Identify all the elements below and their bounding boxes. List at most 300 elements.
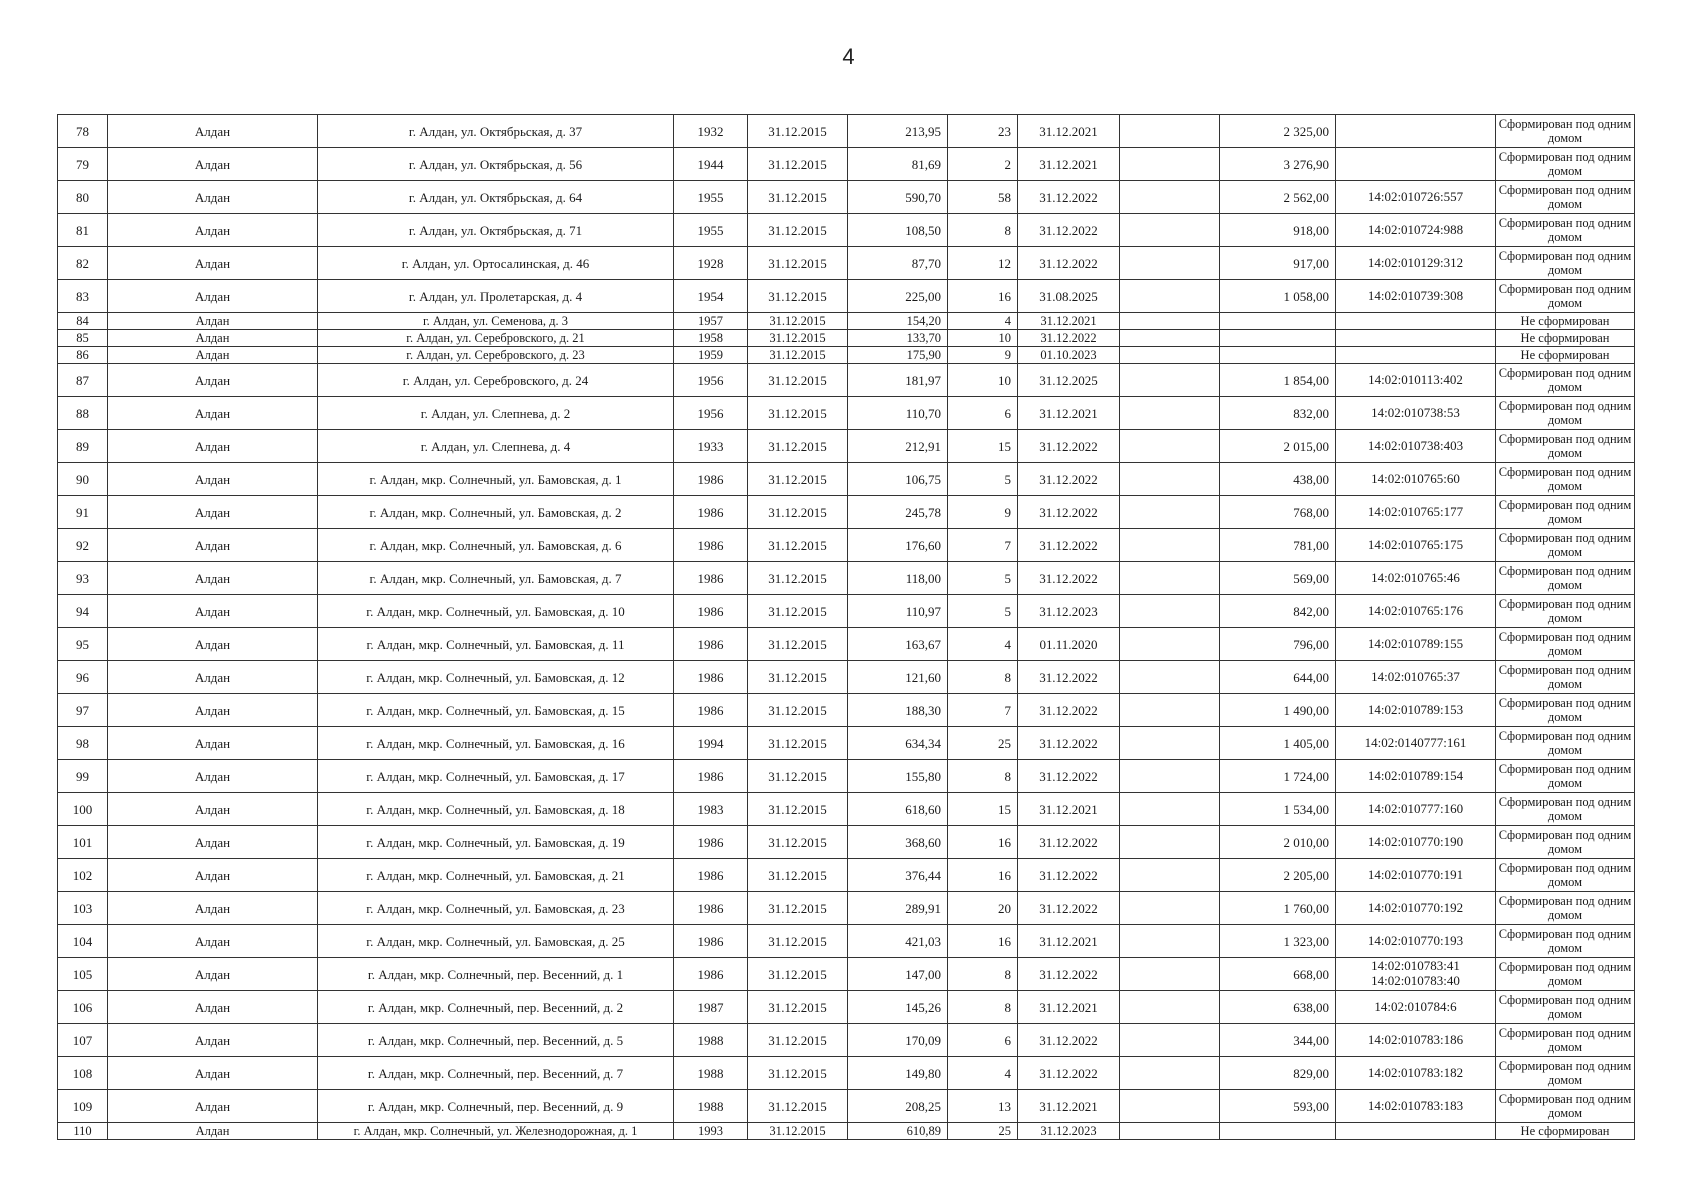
cell-settlement: Алдан — [108, 1057, 318, 1090]
cell-year-built: 1986 — [674, 628, 748, 661]
cell-address: г. Алдан, мкр. Солнечный, ул. Бамовская, д. 25 — [318, 925, 674, 958]
cell-residents: 4 — [948, 628, 1018, 661]
cell-settlement: Алдан — [108, 247, 318, 280]
cell-area: 213,95 — [848, 115, 948, 148]
cell-resettlement-date: 31.12.2022 — [1018, 727, 1120, 760]
cell-cadastral-number: 14:02:010765:175 — [1336, 529, 1496, 562]
cell-resettlement-date: 31.12.2022 — [1018, 430, 1120, 463]
cell-empty — [1120, 826, 1220, 859]
cell-resettlement-date: 31.12.2022 — [1018, 694, 1120, 727]
cell-address: г. Алдан, мкр. Солнечный, ул. Бамовская, д. 1 — [318, 463, 674, 496]
cell-cadastral-number — [1336, 313, 1496, 330]
cell-empty — [1120, 214, 1220, 247]
cell-area: 163,67 — [848, 628, 948, 661]
cell-land-status: Сформирован под одним домом — [1496, 1090, 1635, 1123]
cell-year-built: 1988 — [674, 1090, 748, 1123]
cell-land-area: 2 015,00 — [1220, 430, 1336, 463]
cell-land-status: Сформирован под одним домом — [1496, 529, 1635, 562]
cell-land-area: 438,00 — [1220, 463, 1336, 496]
cell-land-status: Сформирован под одним домом — [1496, 991, 1635, 1024]
cell-recognition-date: 31.12.2015 — [748, 347, 848, 364]
cell-resettlement-date: 31.12.2021 — [1018, 1090, 1120, 1123]
cell-recognition-date: 31.12.2015 — [748, 330, 848, 347]
cell-land-area: 1 405,00 — [1220, 727, 1336, 760]
cell-residents: 15 — [948, 793, 1018, 826]
cell-address: г. Алдан, мкр. Солнечный, ул. Бамовская, д. 17 — [318, 760, 674, 793]
cell-year-built: 1986 — [674, 826, 748, 859]
cell-cadastral-number: 14:02:010784:6 — [1336, 991, 1496, 1024]
cell-settlement: Алдан — [108, 892, 318, 925]
cell-settlement: Алдан — [108, 760, 318, 793]
cell-land-area: 1 323,00 — [1220, 925, 1336, 958]
cell-year-built: 1928 — [674, 247, 748, 280]
cell-area: 110,97 — [848, 595, 948, 628]
cell-area: 118,00 — [848, 562, 948, 595]
cell-year-built: 1986 — [674, 892, 748, 925]
cell-cadastral-number: 14:02:0140777:161 — [1336, 727, 1496, 760]
cell-resettlement-date: 31.12.2023 — [1018, 1123, 1120, 1140]
cell-settlement: Алдан — [108, 364, 318, 397]
cell-empty — [1120, 463, 1220, 496]
table-row — [58, 364, 1635, 397]
cell-land-status: Сформирован под одним домом — [1496, 247, 1635, 280]
table-row — [58, 1057, 1635, 1090]
table-row — [58, 1090, 1635, 1123]
cell-area: 147,00 — [848, 958, 948, 991]
table-row — [58, 115, 1635, 148]
table-row — [58, 313, 1635, 330]
cell-row-number: 106 — [58, 991, 108, 1024]
cell-recognition-date: 31.12.2015 — [748, 1090, 848, 1123]
cell-recognition-date: 31.12.2015 — [748, 925, 848, 958]
cell-resettlement-date: 31.12.2022 — [1018, 214, 1120, 247]
cell-recognition-date: 31.12.2015 — [748, 694, 848, 727]
cell-resettlement-date: 01.11.2020 — [1018, 628, 1120, 661]
cell-year-built: 1955 — [674, 181, 748, 214]
cell-land-area: 1 058,00 — [1220, 280, 1336, 313]
cell-land-area: 344,00 — [1220, 1024, 1336, 1057]
cell-land-area — [1220, 1123, 1336, 1140]
cell-row-number: 103 — [58, 892, 108, 925]
cell-settlement: Алдан — [108, 1123, 318, 1140]
cell-land-area: 829,00 — [1220, 1057, 1336, 1090]
cell-address: г. Алдан, мкр. Солнечный, ул. Бамовская, д. 16 — [318, 727, 674, 760]
cell-resettlement-date: 31.12.2021 — [1018, 148, 1120, 181]
cell-land-status: Сформирован под одним домом — [1496, 430, 1635, 463]
cell-area: 634,34 — [848, 727, 948, 760]
cell-year-built: 1954 — [674, 280, 748, 313]
cell-cadastral-number — [1336, 115, 1496, 148]
cell-cadastral-number: 14:02:010765:176 — [1336, 595, 1496, 628]
cell-row-number: 84 — [58, 313, 108, 330]
cell-cadastral-number: 14:02:010789:154 — [1336, 760, 1496, 793]
cell-year-built: 1986 — [674, 859, 748, 892]
cell-settlement: Алдан — [108, 562, 318, 595]
cell-empty — [1120, 628, 1220, 661]
cell-row-number: 108 — [58, 1057, 108, 1090]
cell-year-built: 1944 — [674, 148, 748, 181]
table-row — [58, 247, 1635, 280]
cell-residents: 7 — [948, 694, 1018, 727]
cell-year-built: 1959 — [674, 347, 748, 364]
cell-row-number: 96 — [58, 661, 108, 694]
cell-residents: 10 — [948, 330, 1018, 347]
cell-area: 175,90 — [848, 347, 948, 364]
cell-area: 87,70 — [848, 247, 948, 280]
cell-area: 421,03 — [848, 925, 948, 958]
table-row — [58, 1123, 1635, 1140]
cell-year-built: 1986 — [674, 496, 748, 529]
cell-land-status: Сформирован под одним домом — [1496, 892, 1635, 925]
cell-cadastral-number: 14:02:010770:190 — [1336, 826, 1496, 859]
table-row — [58, 529, 1635, 562]
table-row — [58, 760, 1635, 793]
cell-residents: 25 — [948, 727, 1018, 760]
cell-empty — [1120, 562, 1220, 595]
table-body — [58, 115, 1635, 1140]
cell-recognition-date: 31.12.2015 — [748, 1024, 848, 1057]
cell-land-status: Сформирован под одним домом — [1496, 793, 1635, 826]
cell-row-number: 92 — [58, 529, 108, 562]
cell-recognition-date: 31.12.2015 — [748, 463, 848, 496]
cell-land-area: 2 010,00 — [1220, 826, 1336, 859]
cell-address: г. Алдан, мкр. Солнечный, ул. Бамовская, д. 6 — [318, 529, 674, 562]
cell-area: 208,25 — [848, 1090, 948, 1123]
cell-area: 154,20 — [848, 313, 948, 330]
cell-land-status: Сформирован под одним домом — [1496, 397, 1635, 430]
cell-resettlement-date: 31.12.2022 — [1018, 529, 1120, 562]
cell-cadastral-number: 14:02:010738:53 — [1336, 397, 1496, 430]
cell-year-built: 1955 — [674, 214, 748, 247]
cell-row-number: 107 — [58, 1024, 108, 1057]
cell-area: 212,91 — [848, 430, 948, 463]
cell-address: г. Алдан, мкр. Солнечный, ул. Бамовская, д. 21 — [318, 859, 674, 892]
cell-settlement: Алдан — [108, 661, 318, 694]
cell-residents: 9 — [948, 496, 1018, 529]
cell-recognition-date: 31.12.2015 — [748, 430, 848, 463]
cell-settlement: Алдан — [108, 148, 318, 181]
cell-land-status: Сформирован под одним домом — [1496, 148, 1635, 181]
cell-area: 245,78 — [848, 496, 948, 529]
cell-resettlement-date: 31.12.2022 — [1018, 760, 1120, 793]
cell-cadastral-number: 14:02:010765:60 — [1336, 463, 1496, 496]
cell-address: г. Алдан, мкр. Солнечный, пер. Весенний, д. 5 — [318, 1024, 674, 1057]
cell-area: 133,70 — [848, 330, 948, 347]
page-number: 4 — [842, 44, 855, 69]
cell-recognition-date: 31.12.2015 — [748, 214, 848, 247]
cell-residents: 8 — [948, 991, 1018, 1024]
cell-land-status: Сформирован под одним домом — [1496, 364, 1635, 397]
cell-row-number: 78 — [58, 115, 108, 148]
cell-resettlement-date: 31.12.2021 — [1018, 115, 1120, 148]
cell-empty — [1120, 760, 1220, 793]
table-row — [58, 280, 1635, 313]
cell-year-built: 1986 — [674, 463, 748, 496]
cell-empty — [1120, 1090, 1220, 1123]
cell-residents: 8 — [948, 661, 1018, 694]
cell-resettlement-date: 31.12.2021 — [1018, 925, 1120, 958]
cell-empty — [1120, 991, 1220, 1024]
cell-cadastral-number: 14:02:010770:193 — [1336, 925, 1496, 958]
cell-settlement: Алдан — [108, 181, 318, 214]
cell-recognition-date: 31.12.2015 — [748, 1123, 848, 1140]
cell-row-number: 89 — [58, 430, 108, 463]
cell-land-status: Сформирован под одним домом — [1496, 958, 1635, 991]
cell-land-status: Сформирован под одним домом — [1496, 463, 1635, 496]
cell-residents: 10 — [948, 364, 1018, 397]
cell-residents: 8 — [948, 214, 1018, 247]
cell-residents: 6 — [948, 397, 1018, 430]
cell-address: г. Алдан, ул. Серебровского, д. 24 — [318, 364, 674, 397]
table-row — [58, 826, 1635, 859]
cell-area: 145,26 — [848, 991, 948, 1024]
table-row — [58, 925, 1635, 958]
cell-cadastral-number — [1336, 330, 1496, 347]
cell-settlement: Алдан — [108, 529, 318, 562]
cell-settlement: Алдан — [108, 958, 318, 991]
cell-row-number: 81 — [58, 214, 108, 247]
cell-cadastral-number: 14:02:010738:403 — [1336, 430, 1496, 463]
cell-recognition-date: 31.12.2015 — [748, 496, 848, 529]
cell-land-status: Сформирован под одним домом — [1496, 661, 1635, 694]
cell-cadastral-number: 14:02:010770:191 — [1336, 859, 1496, 892]
cell-resettlement-date: 31.12.2022 — [1018, 562, 1120, 595]
cell-empty — [1120, 280, 1220, 313]
cell-recognition-date: 31.12.2015 — [748, 148, 848, 181]
cell-recognition-date: 31.12.2015 — [748, 181, 848, 214]
table-row — [58, 595, 1635, 628]
cell-area: 368,60 — [848, 826, 948, 859]
cell-residents: 15 — [948, 430, 1018, 463]
cell-empty — [1120, 364, 1220, 397]
cell-cadastral-number: 14:02:010783:183 — [1336, 1090, 1496, 1123]
cell-settlement: Алдан — [108, 280, 318, 313]
cell-land-area: 644,00 — [1220, 661, 1336, 694]
cell-resettlement-date: 31.12.2022 — [1018, 958, 1120, 991]
cell-land-area: 569,00 — [1220, 562, 1336, 595]
cell-residents: 58 — [948, 181, 1018, 214]
cell-address: г. Алдан, ул. Октябрьская, д. 71 — [318, 214, 674, 247]
cell-row-number: 86 — [58, 347, 108, 364]
cell-settlement: Алдан — [108, 793, 318, 826]
cell-settlement: Алдан — [108, 313, 318, 330]
cell-empty — [1120, 330, 1220, 347]
cell-address: г. Алдан, мкр. Солнечный, ул. Бамовская, д. 11 — [318, 628, 674, 661]
cell-row-number: 102 — [58, 859, 108, 892]
cell-land-status: Сформирован под одним домом — [1496, 1057, 1635, 1090]
cell-area: 121,60 — [848, 661, 948, 694]
cell-cadastral-number: 14:02:010739:308 — [1336, 280, 1496, 313]
table-row — [58, 694, 1635, 727]
cell-land-area: 2 325,00 — [1220, 115, 1336, 148]
cell-row-number: 87 — [58, 364, 108, 397]
cell-resettlement-date: 31.12.2023 — [1018, 595, 1120, 628]
cell-row-number: 83 — [58, 280, 108, 313]
table-row — [58, 1024, 1635, 1057]
cell-cadastral-number: 14:02:010783:182 — [1336, 1057, 1496, 1090]
cell-settlement: Алдан — [108, 694, 318, 727]
cell-year-built: 1987 — [674, 991, 748, 1024]
table-row — [58, 148, 1635, 181]
cell-empty — [1120, 595, 1220, 628]
cell-land-area: 593,00 — [1220, 1090, 1336, 1123]
cell-residents: 8 — [948, 760, 1018, 793]
cell-cadastral-number: 14:02:010765:46 — [1336, 562, 1496, 595]
housing-registry-table — [57, 114, 1635, 1140]
cell-resettlement-date: 31.12.2022 — [1018, 661, 1120, 694]
cell-recognition-date: 31.12.2015 — [748, 397, 848, 430]
cell-land-status: Сформирован под одним домом — [1496, 181, 1635, 214]
cell-empty — [1120, 925, 1220, 958]
cell-empty — [1120, 727, 1220, 760]
table-row — [58, 793, 1635, 826]
table-row — [58, 727, 1635, 760]
cell-land-area — [1220, 313, 1336, 330]
cell-cadastral-number: 14:02:010765:177 — [1336, 496, 1496, 529]
cell-land-status: Сформирован под одним домом — [1496, 115, 1635, 148]
cell-area: 590,70 — [848, 181, 948, 214]
cell-residents: 12 — [948, 247, 1018, 280]
cell-row-number: 109 — [58, 1090, 108, 1123]
cell-settlement: Алдан — [108, 496, 318, 529]
cell-land-status: Сформирован под одним домом — [1496, 280, 1635, 313]
cell-address: г. Алдан, мкр. Солнечный, ул. Бамовская, д. 12 — [318, 661, 674, 694]
cell-land-status: Сформирован под одним домом — [1496, 562, 1635, 595]
cell-empty — [1120, 529, 1220, 562]
cell-land-status: Сформирован под одним домом — [1496, 496, 1635, 529]
cell-address: г. Алдан, мкр. Солнечный, пер. Весенний, д. 1 — [318, 958, 674, 991]
table-row — [58, 661, 1635, 694]
cell-land-area: 832,00 — [1220, 397, 1336, 430]
cell-cadastral-number: 14:02:010765:37 — [1336, 661, 1496, 694]
cell-area: 110,70 — [848, 397, 948, 430]
cell-address: г. Алдан, ул. Серебровского, д. 21 — [318, 330, 674, 347]
table-row — [58, 330, 1635, 347]
cell-address: г. Алдан, ул. Слепнева, д. 2 — [318, 397, 674, 430]
cell-land-area: 3 276,90 — [1220, 148, 1336, 181]
cell-year-built: 1983 — [674, 793, 748, 826]
cell-address: г. Алдан, мкр. Солнечный, ул. Железнодорожная, д. 1 — [318, 1123, 674, 1140]
table-row — [58, 562, 1635, 595]
table-row — [58, 430, 1635, 463]
cell-resettlement-date: 31.12.2021 — [1018, 313, 1120, 330]
cell-row-number: 99 — [58, 760, 108, 793]
cell-empty — [1120, 892, 1220, 925]
cell-year-built: 1994 — [674, 727, 748, 760]
cell-resettlement-date: 31.12.2022 — [1018, 1057, 1120, 1090]
cell-row-number: 82 — [58, 247, 108, 280]
cell-cadastral-number: 14:02:010770:192 — [1336, 892, 1496, 925]
cell-empty — [1120, 430, 1220, 463]
cell-row-number: 91 — [58, 496, 108, 529]
cell-empty — [1120, 661, 1220, 694]
cell-land-area: 668,00 — [1220, 958, 1336, 991]
cell-address: г. Алдан, ул. Слепнева, д. 4 — [318, 430, 674, 463]
table-row — [58, 181, 1635, 214]
cell-settlement: Алдан — [108, 463, 318, 496]
cell-land-status: Сформирован под одним домом — [1496, 1024, 1635, 1057]
cell-recognition-date: 31.12.2015 — [748, 793, 848, 826]
cell-area: 176,60 — [848, 529, 948, 562]
cell-recognition-date: 31.12.2015 — [748, 727, 848, 760]
table-row — [58, 347, 1635, 364]
cell-area: 618,60 — [848, 793, 948, 826]
cell-empty — [1120, 397, 1220, 430]
cell-row-number: 101 — [58, 826, 108, 859]
table-row — [58, 892, 1635, 925]
cell-row-number: 80 — [58, 181, 108, 214]
cell-row-number: 100 — [58, 793, 108, 826]
cell-land-status: Сформирован под одним домом — [1496, 826, 1635, 859]
cell-year-built: 1956 — [674, 397, 748, 430]
cell-year-built: 1957 — [674, 313, 748, 330]
cell-residents: 2 — [948, 148, 1018, 181]
cell-recognition-date: 31.12.2015 — [748, 529, 848, 562]
cell-land-status: Сформирован под одним домом — [1496, 694, 1635, 727]
cell-land-status: Не сформирован — [1496, 330, 1635, 347]
cell-row-number: 94 — [58, 595, 108, 628]
cell-year-built: 1986 — [674, 694, 748, 727]
cell-settlement: Алдан — [108, 330, 318, 347]
cell-settlement: Алдан — [108, 595, 318, 628]
cell-residents: 4 — [948, 313, 1018, 330]
cell-recognition-date: 31.12.2015 — [748, 991, 848, 1024]
cell-resettlement-date: 31.12.2022 — [1018, 1024, 1120, 1057]
cell-resettlement-date: 31.12.2022 — [1018, 181, 1120, 214]
cell-year-built: 1986 — [674, 529, 748, 562]
cell-address: г. Алдан, мкр. Солнечный, ул. Бамовская, д. 18 — [318, 793, 674, 826]
cell-residents: 9 — [948, 347, 1018, 364]
cell-residents: 6 — [948, 1024, 1018, 1057]
cell-year-built: 1986 — [674, 562, 748, 595]
cell-address: г. Алдан, мкр. Солнечный, пер. Весенний, д. 7 — [318, 1057, 674, 1090]
cell-address: г. Алдан, ул. Семенова, д. 3 — [318, 313, 674, 330]
cell-land-status: Сформирован под одним домом — [1496, 214, 1635, 247]
cell-land-area: 1 760,00 — [1220, 892, 1336, 925]
table-row — [58, 958, 1635, 991]
cell-year-built: 1986 — [674, 595, 748, 628]
table-row — [58, 397, 1635, 430]
table-row — [58, 859, 1635, 892]
cell-resettlement-date: 31.12.2022 — [1018, 826, 1120, 859]
cell-area: 81,69 — [848, 148, 948, 181]
cell-cadastral-number: 14:02:010789:155 — [1336, 628, 1496, 661]
cell-cadastral-number: 14:02:010783:186 — [1336, 1024, 1496, 1057]
cell-land-area: 2 562,00 — [1220, 181, 1336, 214]
cell-residents: 20 — [948, 892, 1018, 925]
cell-year-built: 1986 — [674, 760, 748, 793]
cell-area: 108,50 — [848, 214, 948, 247]
cell-residents: 16 — [948, 280, 1018, 313]
cell-settlement: Алдан — [108, 1090, 318, 1123]
cell-cadastral-number — [1336, 1123, 1496, 1140]
cell-empty — [1120, 313, 1220, 330]
cell-recognition-date: 31.12.2015 — [748, 661, 848, 694]
cell-residents: 16 — [948, 826, 1018, 859]
cell-year-built: 1933 — [674, 430, 748, 463]
cell-area: 181,97 — [848, 364, 948, 397]
cell-land-area: 842,00 — [1220, 595, 1336, 628]
cell-settlement: Алдан — [108, 991, 318, 1024]
cell-row-number: 104 — [58, 925, 108, 958]
cell-cadastral-number — [1336, 148, 1496, 181]
cell-land-status: Сформирован под одним домом — [1496, 628, 1635, 661]
cell-row-number: 97 — [58, 694, 108, 727]
cell-land-status: Сформирован под одним домом — [1496, 760, 1635, 793]
cell-empty — [1120, 1057, 1220, 1090]
cell-resettlement-date: 31.12.2021 — [1018, 793, 1120, 826]
cell-row-number: 88 — [58, 397, 108, 430]
